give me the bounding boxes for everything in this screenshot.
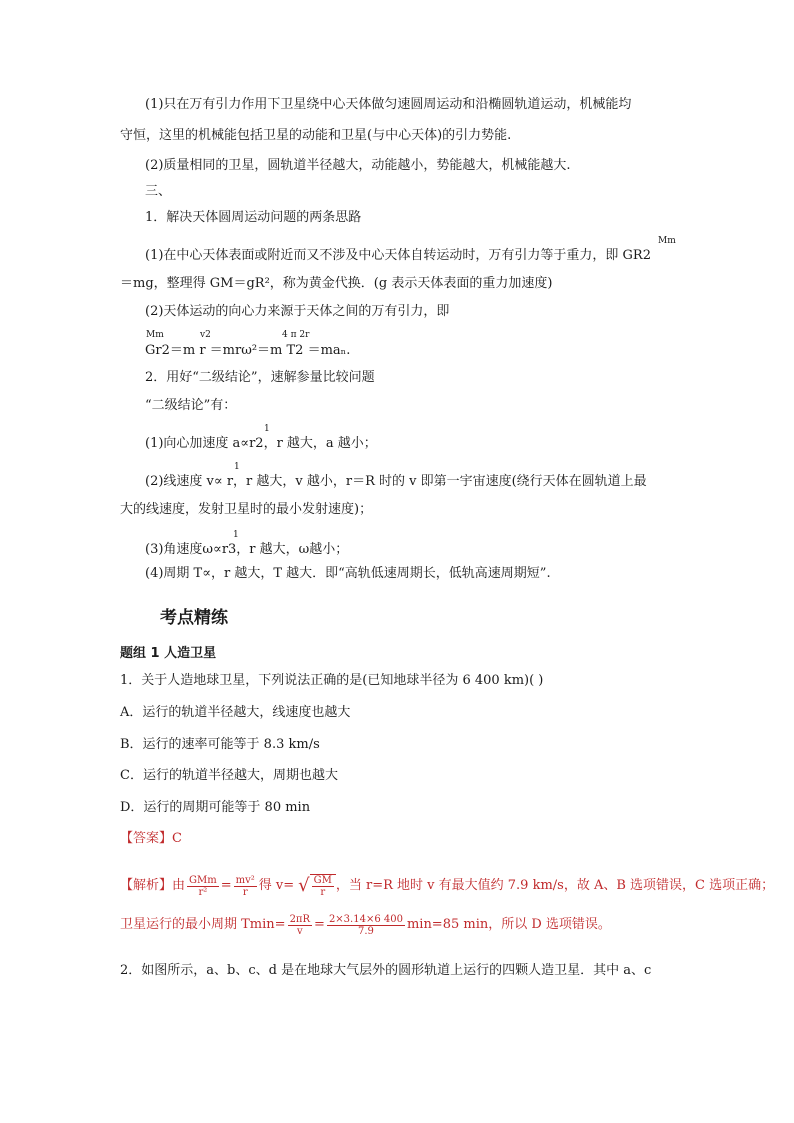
formula-superscript: v2 — [200, 330, 211, 340]
equals: = — [220, 878, 232, 893]
question-stem: 1．关于人造地球卫星，下列说法正确的是(已知地球半径为 6 400 km)( ) — [120, 673, 544, 688]
fraction-numerator: 2πR — [289, 913, 311, 925]
fraction-numerator: GMm — [189, 874, 217, 886]
fraction-denominator: r — [242, 886, 248, 898]
fraction — [288, 914, 312, 937]
text-line: (2)线速度 v∝ r，r 越大，v 越小，r＝R 时的 v 即第一宇宙速度(绕行天体在圆轨道上最 — [145, 474, 647, 489]
text-line: Gr2＝m r ＝mrω²＝m T2 ＝maₙ. — [145, 343, 351, 358]
option-d: D．运行的周期可能等于 80 min — [120, 800, 311, 815]
option-a: A．运行的轨道半径越大，线速度也越大 — [120, 705, 351, 720]
analysis-line-2 — [120, 907, 611, 943]
analysis-text: 卫星运行的最小周期 Tmin= — [120, 917, 286, 932]
option-c: C．运行的轨道半径越大，周期也越大 — [120, 768, 338, 783]
formula-superscript: Mm — [146, 330, 164, 340]
equals: = — [314, 917, 325, 932]
text-line: (2)天体运动的向心力来源于天体之间的万有引力，即 — [145, 304, 450, 319]
analysis-line-1 — [120, 866, 774, 906]
formula-superscript: 1 — [234, 462, 240, 472]
section-title: 考点精练 — [160, 608, 228, 628]
formula-superscript: 4 π 2r — [282, 330, 310, 340]
sqrt-icon: √ — [298, 875, 310, 896]
text-line: (3)角速度ω∝r3，r 越大，ω越小； — [145, 542, 349, 557]
text-line: ＝mg，整理得 GM＝gR²，称为黄金代换．(g 表示天体表面的重力加速度) — [120, 276, 553, 291]
text-line: “二级结论”有： — [145, 398, 237, 413]
formula-superscript: Mm — [658, 236, 676, 246]
text-line: (1)向心加速度 a∝r2，r 越大，a 越小； — [145, 436, 377, 451]
question-stem: 2．如图所示，a、b、c、d 是在地球大气层外的圆形轨道上运行的四颗人造卫星．其中 a、c — [120, 963, 652, 978]
group-title: 题组 1 人造卫星 — [120, 646, 217, 661]
fraction — [187, 875, 219, 898]
text-line: 守恒，这里的机械能包括卫星的动能和卫星(与中心天体)的引力势能. — [120, 128, 512, 143]
analysis-text: ，当 r=R 地时 v 有最大值约 7.9 km/s，故 A、B 选项错误，C 选项正确； — [335, 878, 775, 893]
analysis-text: min=85 min，所以 D 选项错误。 — [406, 917, 611, 932]
answer: 【答案】C — [120, 831, 182, 846]
formula-superscript: 1 — [264, 424, 270, 434]
fraction-denominator: 7.9 — [357, 925, 374, 937]
text-line: (1)只在万有引力作用下卫星绕中心天体做匀速圆周运动和沿椭圆轨道运动，机械能均 — [145, 97, 632, 112]
fraction-denominator: v — [296, 925, 303, 937]
fraction-numerator: mv² — [235, 874, 255, 886]
text-line: (2)质量相同的卫星，圆轨道半径越大，动能越小，势能越大，机械能越大. — [145, 158, 571, 173]
text-line: 1．解决天体圆周运动问题的两条思路 — [145, 210, 362, 225]
fraction-denominator: r — [320, 887, 326, 898]
text-line: 2．用好“二级结论”，速解参量比较问题 — [145, 370, 375, 385]
fraction — [312, 875, 334, 898]
formula-superscript: 1 — [233, 530, 239, 540]
text-line: 大的线速度，发射卫星时的最小发射速度)； — [120, 502, 373, 517]
fraction — [234, 875, 257, 898]
fraction — [327, 914, 405, 937]
text-line: (1)在中心天体表面或附近而又不涉及中心天体自转运动时，万有引力等于重力，即 GR2 — [145, 248, 651, 263]
fraction-denominator: r² — [198, 886, 208, 898]
text-line: 三、 — [145, 184, 172, 199]
sqrt-content — [310, 874, 336, 898]
fraction-numerator: 2×3.14×6 400 — [328, 913, 403, 925]
fraction-numerator: GM — [313, 875, 332, 886]
analysis-tag: 【解析】由 — [120, 878, 186, 893]
option-b: B．运行的速率可能等于 8.3 km/s — [120, 737, 320, 752]
text-line: (4)周期 T∝，r 越大，T 越大．即“高轨低速周期长，低轨高速周期短”. — [145, 566, 551, 581]
analysis-text: 得 v= — [258, 878, 295, 893]
